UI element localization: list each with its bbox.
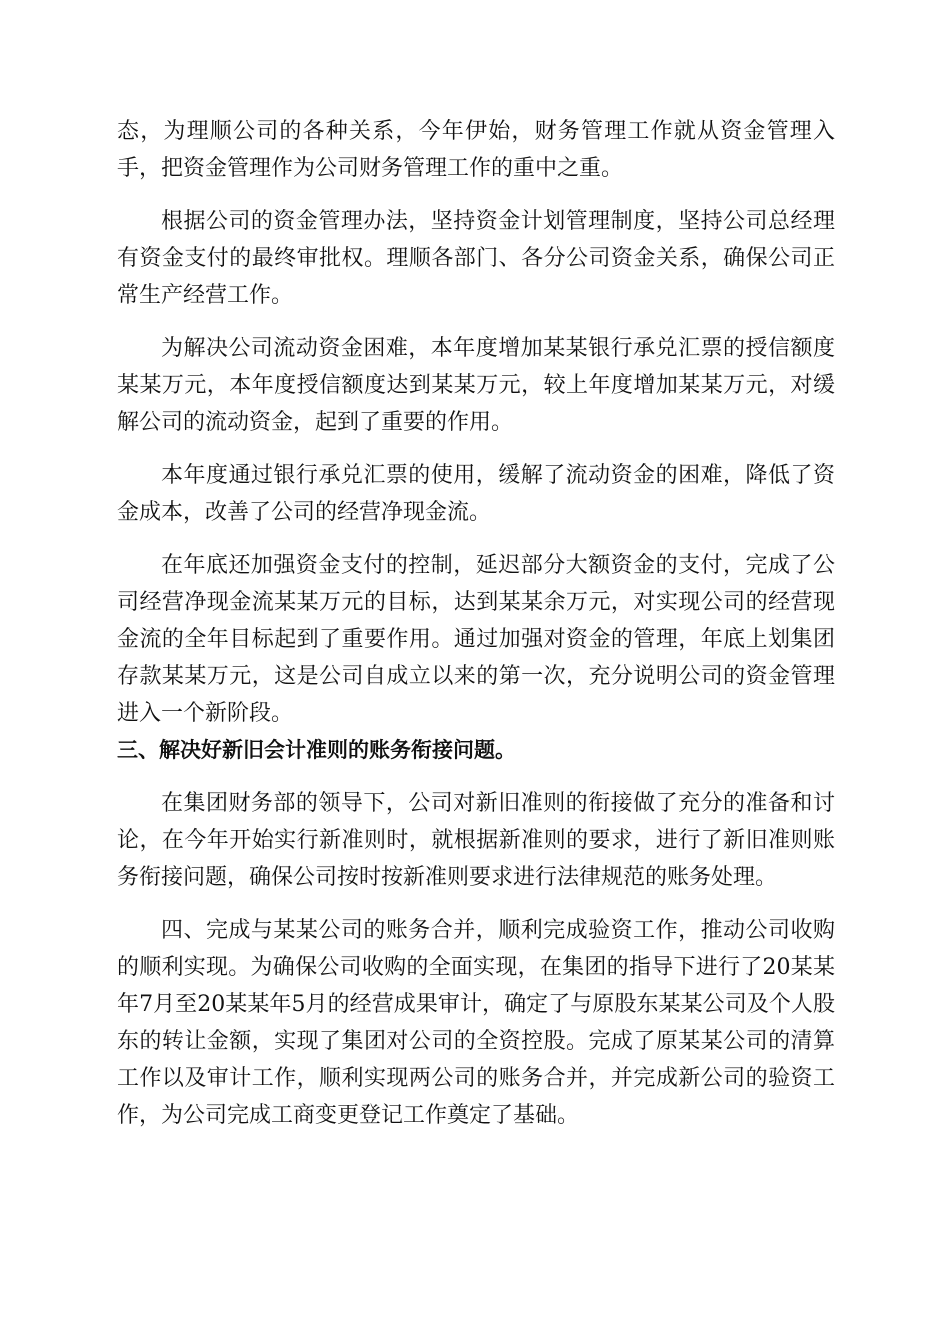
paragraph-fund-management: 根据公司的资金管理办法，坚持资金计划管理制度，坚持公司总经理有资金支付的最终审批权。理顺各部门、各分公司资金关系，确保公司正常生产经营工作。 xyxy=(117,209,835,308)
section-heading-three: 三、解决好新旧会计准则的账务衔接问题。 xyxy=(117,738,516,762)
paragraph-accounting-standards: 在集团财务部的领导下，公司对新旧准则的衔接做了充分的准备和讨论，在今年开始实行新准则时，就根据新准则的要求，进行了新旧准则账务衔接问题，确保公司按时按新准则要求进行法律规范的账务处理。 xyxy=(117,791,835,890)
document-body xyxy=(117,113,835,1134)
paragraph-section-four: 四、完成与某某公司的账务合并，顺利完成验资工作，推动公司收购的顺利实现。为确保公司收购的全面实现，在集团的指导下进行了20某某年7月至20某某年5月的经营成果审计，确定了与原股东某某公司及个人股东的转让金额，实现了集团对公司的全资控股。完成了原某某公司的清算工作以及审计工作，顺利实现两公司的账务合并，并完成新公司的验资工作，为公司完成工商变更登记工作奠定了基础。 xyxy=(117,918,835,1128)
paragraph-payment-control: 在年底还加强资金支付的控制，延迟部分大额资金的支付，完成了公司经营净现金流某某万元的目标，达到某某余万元，对实现公司的经营现金流的全年目标起到了重要作用。通过加强对资金的管理，年底上划集团存款某某万元，这是公司自成立以来的第一次，充分说明公司的资金管理进入一个新阶段。 xyxy=(117,553,835,726)
paragraph-credit-line: 为解决公司流动资金困难，本年度增加某某银行承兑汇票的授信额度某某万元，本年度授信额度达到某某万元，较上年度增加某某万元，对缓解公司的流动资金，起到了重要的作用。 xyxy=(117,336,835,435)
paragraph-acceptance-bills: 本年度通过银行承兑汇票的使用，缓解了流动资金的困难，降低了资金成本，改善了公司的经营净现金流。 xyxy=(117,463,835,525)
paragraph-continuation: 态，为理顺公司的各种关系，今年伊始，财务管理工作就从资金管理入手，把资金管理作为公司财务管理工作的重中之重。 xyxy=(117,119,835,181)
